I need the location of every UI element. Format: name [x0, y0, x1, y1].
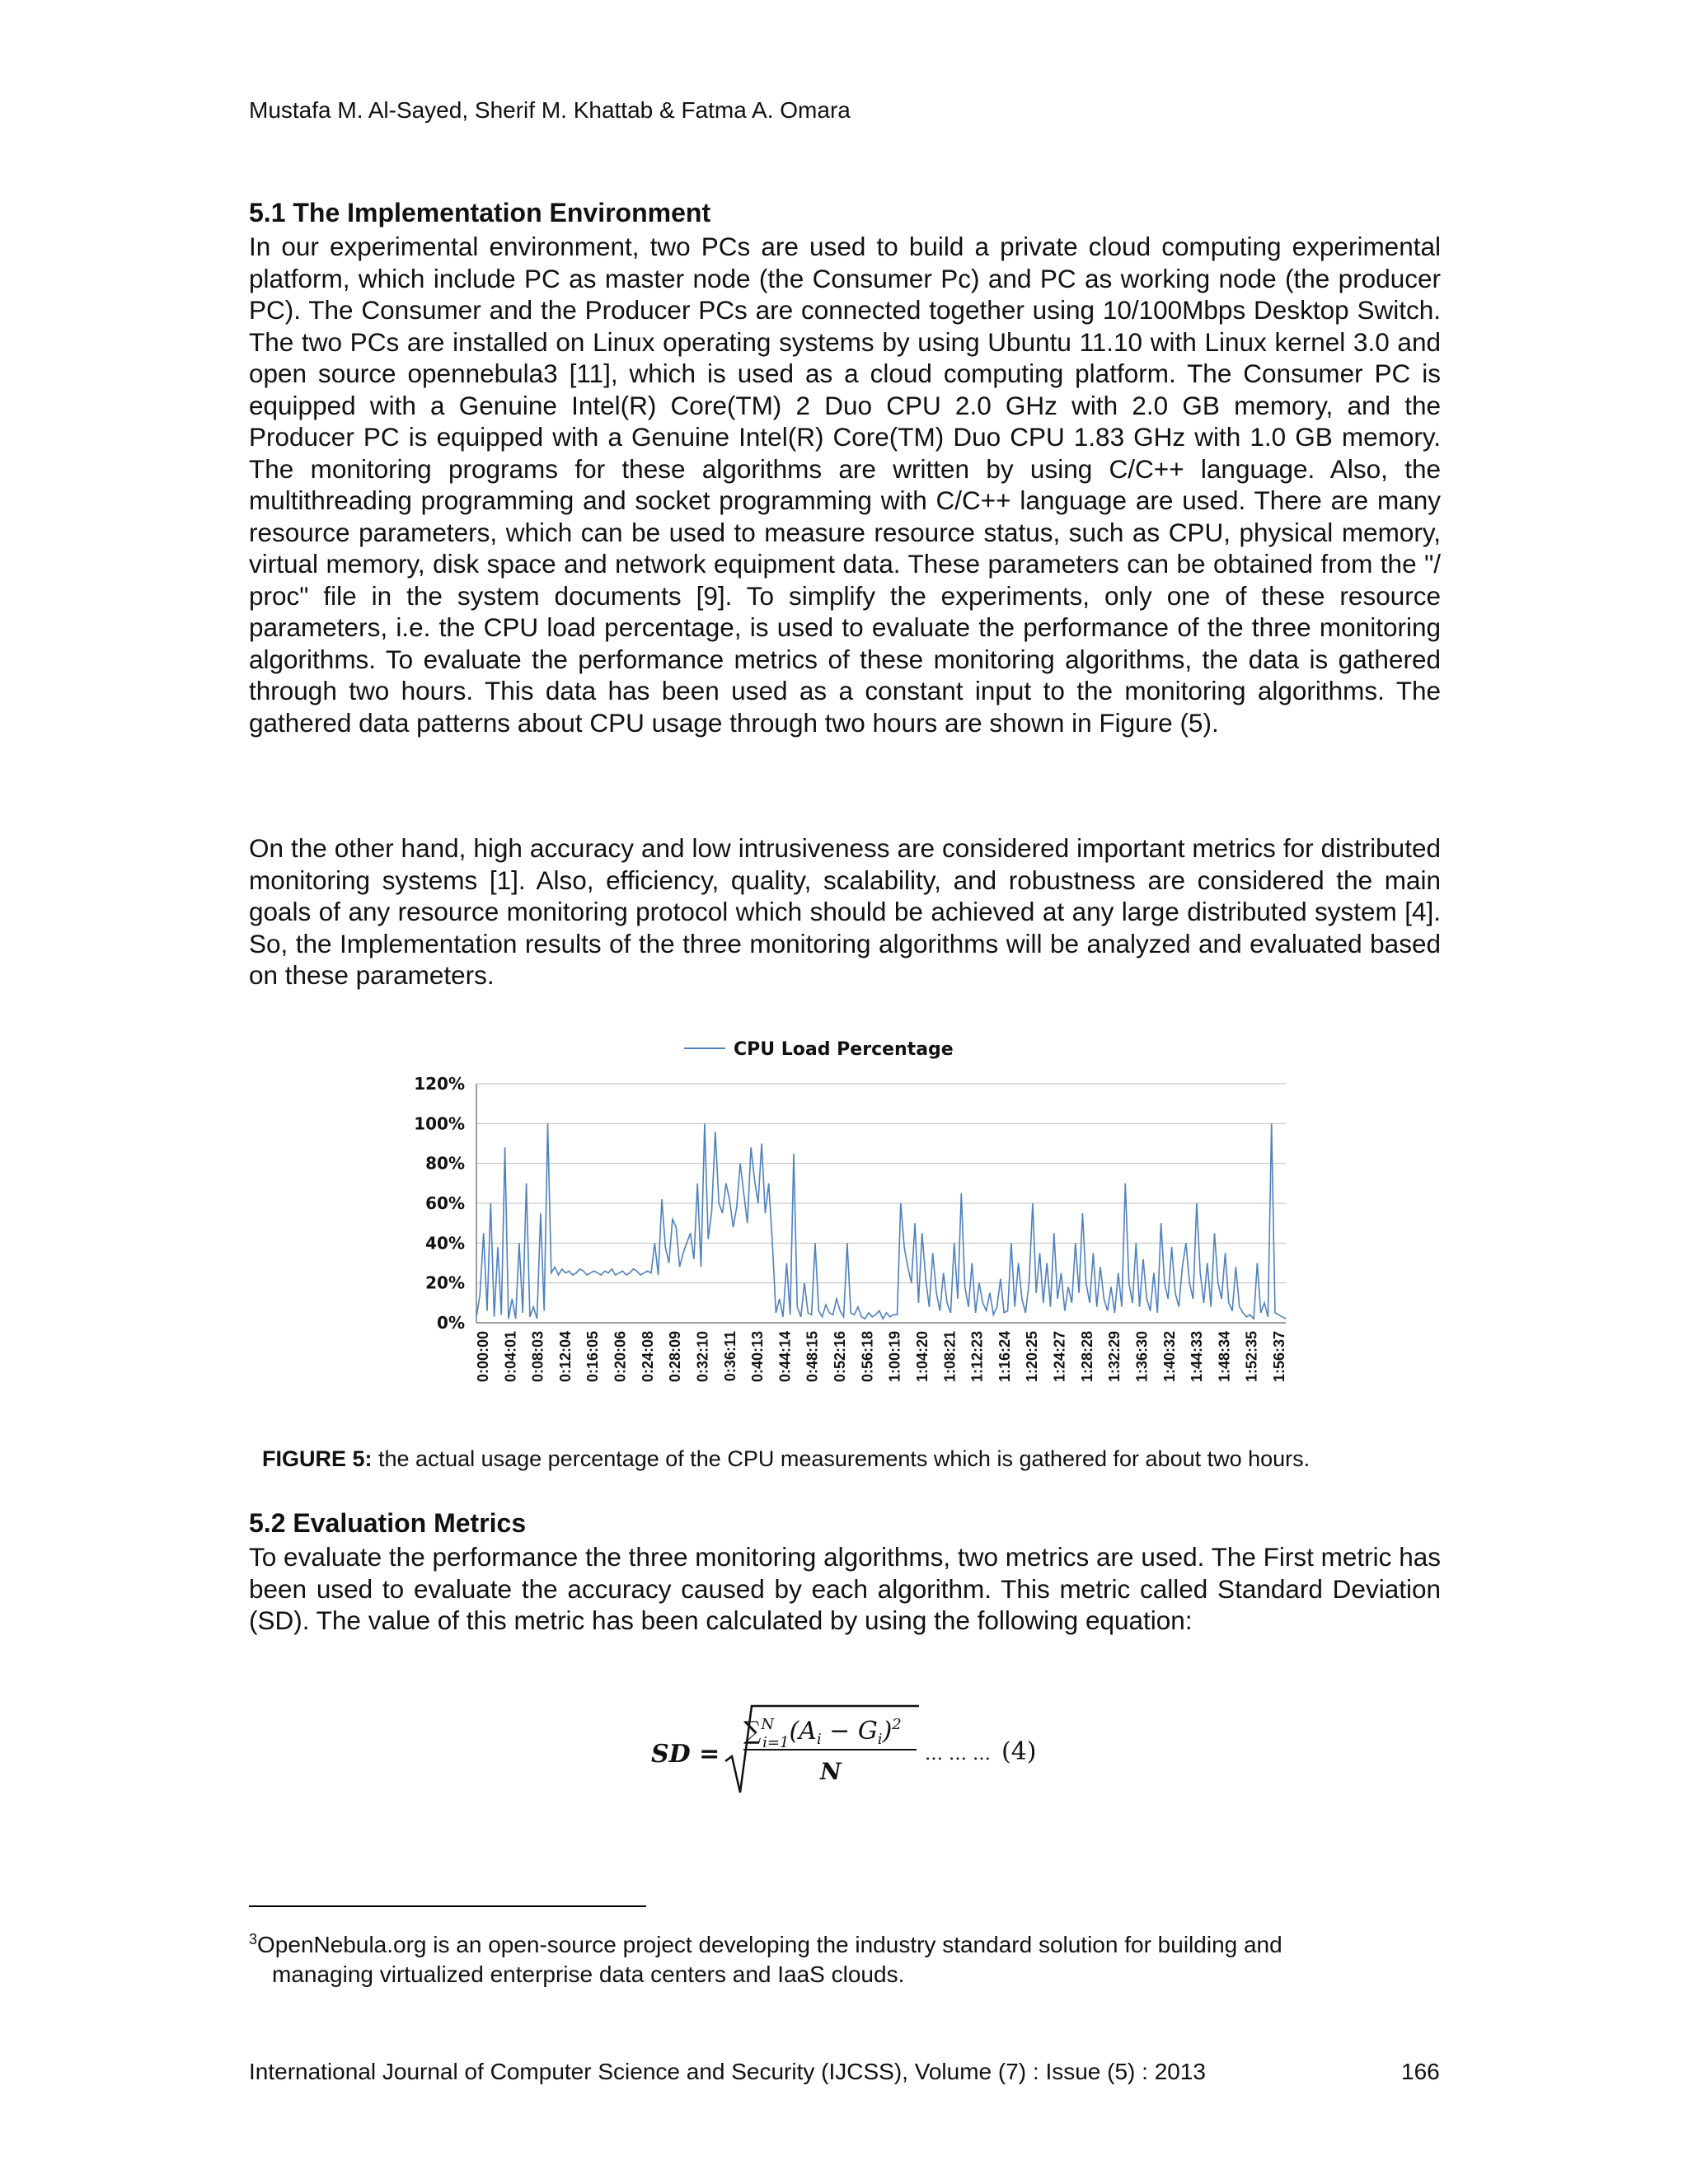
section-5-2-title: 5.2 Evaluation Metrics	[249, 1508, 527, 1538]
equation-numerator	[743, 1716, 902, 1751]
footnote-3	[249, 1924, 1441, 1990]
x-tick-label: 1:36:30	[1133, 1331, 1151, 1383]
legend-label: CPU Load Percentage	[734, 1039, 954, 1060]
equation-close: )	[882, 1717, 893, 1746]
figure-5-caption-label: FIGURE 5:	[262, 1446, 373, 1471]
y-tick-label: 100%	[414, 1113, 465, 1134]
x-tick-label: 1:48:34	[1216, 1331, 1233, 1383]
equation-minus-g: − G	[821, 1717, 878, 1746]
x-tick-label: 0:52:16	[832, 1331, 849, 1383]
equation-power: 2	[892, 1716, 902, 1733]
x-tick-label: 0:40:13	[749, 1331, 767, 1383]
footnote-line-2: managing virtualized enterprise data centers and IaaS clouds.	[272, 1961, 905, 1987]
y-tick-label: 0%	[437, 1313, 465, 1333]
figure-5-caption	[262, 1446, 1310, 1472]
equation-sum-upper: N	[761, 1716, 775, 1733]
equation-denominator: N	[820, 1758, 842, 1785]
x-tick-label: 1:40:32	[1160, 1331, 1178, 1383]
equation-open: (A	[789, 1717, 817, 1746]
x-tick-label: 1:52:35	[1243, 1331, 1260, 1383]
y-tick-label: 20%	[425, 1272, 465, 1293]
y-tick-label: 60%	[425, 1193, 465, 1213]
x-tick-label: 1:32:29	[1106, 1331, 1123, 1383]
x-tick-label: 0:08:03	[529, 1331, 546, 1383]
x-tick-label: 0:28:09	[667, 1331, 684, 1383]
x-tick-label: 0:00:00	[475, 1331, 491, 1383]
sd-equation	[651, 1694, 1047, 1801]
x-tick-label: 0:36:11	[721, 1331, 738, 1382]
x-tick-label: 0:56:18	[859, 1331, 876, 1383]
equation-lhs: SD =	[651, 1740, 720, 1769]
x-tick-label: 1:20:25	[1024, 1331, 1041, 1383]
x-tick-label: 1:16:24	[996, 1331, 1013, 1383]
y-tick-label: 40%	[425, 1233, 465, 1254]
x-tick-label: 1:04:20	[913, 1331, 931, 1383]
x-tick-label: 0:44:14	[776, 1331, 794, 1383]
section-5-1-paragraph-1: In our experimental environment, two PCs are used to build a private cloud computing experimental platform, which include PC as master node (the Consumer Pc) and PC as working node (the producer PC). The Consumer and the Producer PCs are connected together using 10/100Mbps Desktop Switch. The two PCs are installed on Linux operating systems by using Ubuntu 11.10 with Linux kernel 3.0 and open source opennebula3 [11], which is used as a cloud computing platform. The Consumer PC is equipped with a Genuine Intel(R) Core(TM) 2 Duo CPU 2.0 GHz with 2.0 GB memory, and the Producer PC is equipped with a Genuine Intel(R) Core(TM) Duo CPU 1.83 GHz with 1.0 GB memory. The monitoring programs for these algorithms are written by using C/C++ language. Also, the multithreading programming and socket programming with C/C++ language are used. There are many resource parameters, which can be used to measure resource status, such as CPU, physical memory, virtual memory, disk space and network equipment data. These parameters can be obtained from the "/ proc" file in the system documents [9]. To simplify the experiments, only one of these resource parameters, i.e. the CPU load percentage, is used to evaluate the performance of the three monitoring algorithms. To evaluate the performance metrics of these monitoring algorithms, the data is gathered through two hours. This data has been used as a constant input to the monitoring algorithms. The gathered data patterns about CPU usage through two hours are shown in Figure (5).	[249, 232, 1441, 738]
x-tick-label: 0:32:10	[694, 1331, 711, 1383]
y-tick-label: 80%	[425, 1153, 465, 1174]
footnote-line-1: OpenNebula.org is an open-source project developing the industry standard solution for building and	[257, 1932, 1282, 1957]
footnote-separator	[249, 1905, 646, 1907]
footer-journal: International Journal of Computer Science and Security (IJCSS), Volume (7) : Issue (5) : 2013	[249, 2059, 1207, 2084]
y-tick-label: 120%	[414, 1074, 465, 1094]
x-tick-label: 1:08:21	[941, 1331, 959, 1383]
equation-sub-a: i	[816, 1731, 822, 1748]
figure-5-caption-text: the actual usage percentage of the CPU measurements which is gathered for about two hours.	[372, 1446, 1311, 1471]
footnote-mark: 3	[249, 1931, 258, 1947]
cpu-load-chart-svg	[387, 1030, 1311, 1409]
equation-number: (4)	[1001, 1737, 1037, 1766]
x-tick-label: 0:24:08	[639, 1331, 656, 1383]
x-tick-label: 1:28:28	[1078, 1331, 1095, 1383]
x-tick-label: 0:04:01	[502, 1331, 519, 1383]
section-5-2-paragraph-1: To evaluate the performance the three monitoring algorithms, two metrics are used. The First metric has been used to evaluate the accuracy caused by each algorithm. This metric called Standard Deviation (SD). The value of this metric has been calculated by using the following equation:	[249, 1542, 1441, 1635]
section-5-1-title: 5.1 The Implementation Environment	[249, 198, 711, 227]
equation-sum-lower: i=1	[762, 1734, 790, 1751]
equation-dots: … … …	[925, 1744, 991, 1765]
x-tick-label: 1:44:33	[1189, 1331, 1206, 1383]
running-header-authors: Mustafa M. Al-Sayed, Sherif M. Khattab & Fatma A. Omara	[249, 97, 851, 123]
cpu-load-chart	[387, 1030, 1311, 1409]
equation-sub-g: i	[877, 1731, 883, 1748]
x-tick-label: 0:12:04	[556, 1331, 574, 1383]
x-tick-label: 0:16:05	[584, 1331, 602, 1383]
x-tick-label: 0:48:15	[804, 1331, 821, 1383]
page-number: 166	[1401, 2059, 1440, 2084]
x-tick-label: 1:24:27	[1051, 1331, 1068, 1383]
series-line-cpu-load	[476, 1123, 1286, 1319]
x-tick-label: 1:56:37	[1271, 1331, 1287, 1383]
equation-sum-symbol: ∑	[743, 1717, 762, 1746]
sd-equation-graphic	[651, 1694, 1047, 1801]
section-5-1-paragraph-2: On the other hand, high accuracy and low intrusiveness are considered important metrics for distributed monitoring systems [1]. Also, efficiency, quality, scalability, and robustness are considered the main goals of any resource monitoring protocol which should be achieved at any large distributed system [4]. So, the Implementation results of the three monitoring algorithms will be analyzed and evaluated based on these parameters.	[249, 833, 1441, 990]
x-tick-label: 1:00:19	[886, 1331, 903, 1383]
x-tick-label: 1:12:23	[968, 1331, 986, 1383]
x-tick-label: 0:20:06	[612, 1331, 629, 1383]
